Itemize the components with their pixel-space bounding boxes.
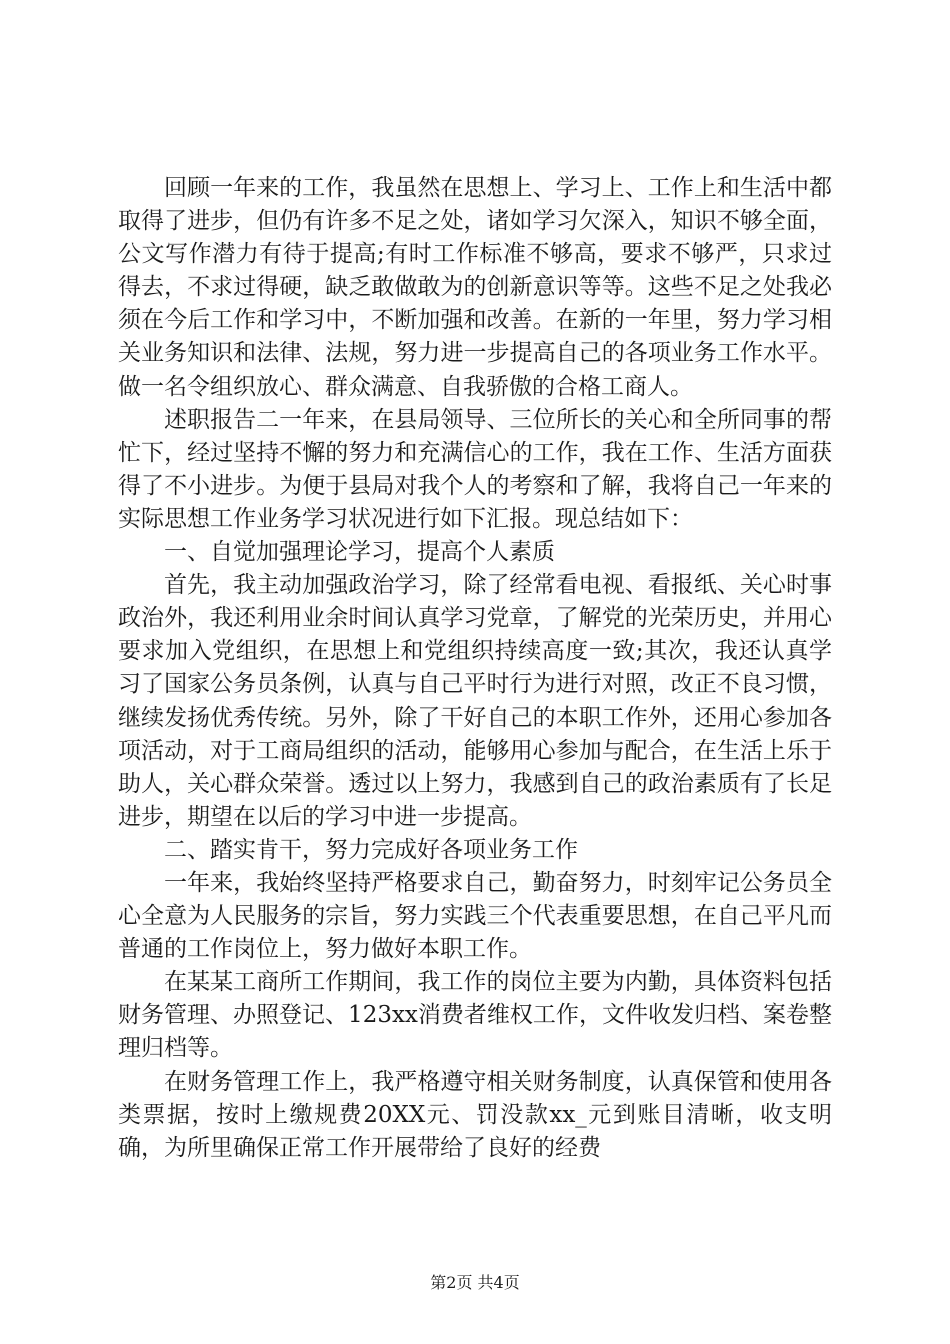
paragraph-summary-shortcomings: 回顾一年来的工作，我虽然在思想上、学习上、工作上和生活中都取得了进步，但仍有许多不足之处，诸如学习欠深入，知识不够全面，公文写作潜力有待于提高;有时工作标准不够高，要求不够严，只求过得去，不求过得硬，缺乏敢做敢为的创新意识等等。这些不足之处我必须在今后工作和学习中，不断加强和改善。在新的一年里，努力学习相关业务知识和法律、法规，努力进一步提高自己的各项业务工作水平。做一名令组织放心、群众满意、自我骄傲的合格工商人。 bbox=[118, 175, 832, 400]
paragraph-financial-management: 在财务管理工作上，我严格遵守相关财务制度，认真保管和使用各类票据，按时上缴规费20XX元、罚没款xx_元到账目清晰，收支明确，为所里确保正常工作开展带给了良好的经费 bbox=[118, 1068, 832, 1161]
section-heading-theory-study: 一、自觉加强理论学习，提高个人素质 bbox=[164, 539, 555, 566]
document-body bbox=[118, 172, 832, 1165]
page-number-footer: 第2页 共4页 bbox=[430, 1273, 520, 1292]
paragraph-report-intro: 述职报告二一年来，在县局领导、三位所长的关心和全所同事的帮忙下，经过坚持不懈的努力和充满信心的工作，我在工作、生活方面获得了不小进步。为便于县局对我个人的考察和了解，我将自己一年来的实际思想工作业务学习状况进行如下汇报。现总结如下： bbox=[118, 406, 832, 532]
paragraph-strict-requirements: 一年来，我始终坚持严格要求自己，勤奋努力，时刻牢记公务员全心全意为人民服务的宗旨，努力实践三个代表重要思想，在自己平凡而普通的工作岗位上，努力做好本职工作。 bbox=[118, 869, 832, 963]
paragraph-political-study: 首先，我主动加强政治学习，除了经常看电视、看报纸、关心时事政治外，我还利用业余时间认真学习党章，了解党的光荣历史，并用心要求加入党组织，在思想上和党组织持续高度一致;其次，我还认真学习了国家公务员条例，认真与自己平时行为进行对照，改正不良习惯，继续发扬优秀传统。另外，除了干好自己的本职工作外，还用心参加各项活动，对于工商局组织的活动，能够用心参加与配合，在生活上乐于助人，关心群众荣誉。透过以上努力，我感到自己的政治素质有了长足进步，期望在以后的学习中进一步提高。 bbox=[118, 572, 832, 830]
paragraph-job-duties: 在某某工商所工作期间，我工作的岗位主要为内勤，具体资料包括财务管理、办照登记、123xx消费者维权工作，文件收发归档、案卷整理归档等。 bbox=[118, 969, 832, 1062]
section-heading-business-work: 二、踏实肯干，努力完成好各项业务工作 bbox=[164, 836, 578, 863]
